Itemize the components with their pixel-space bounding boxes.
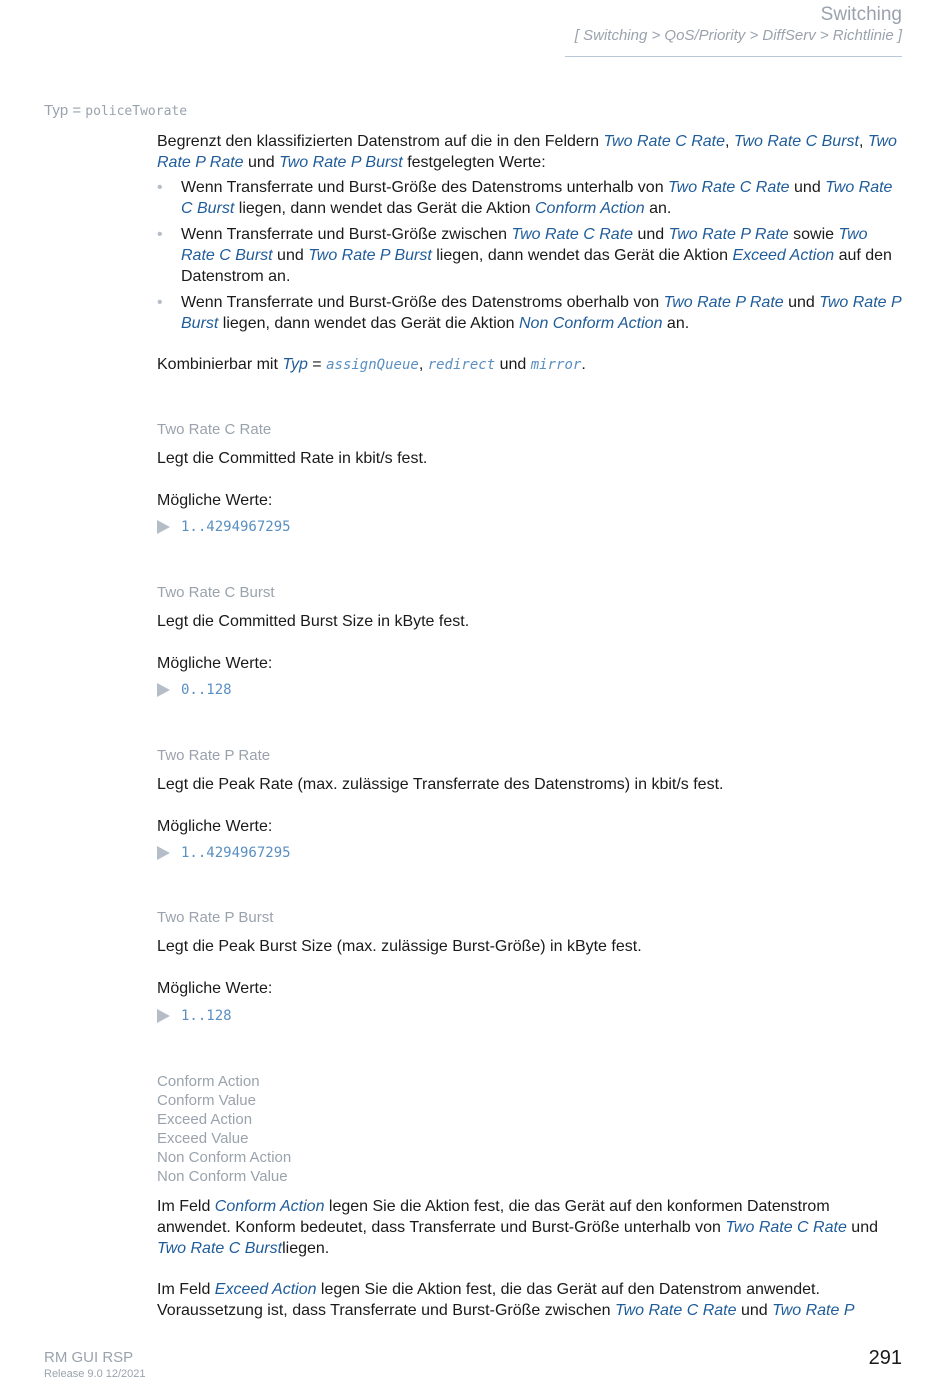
ref-two-rate-p-rate[interactable]: Two Rate P Rate: [668, 226, 789, 243]
triangle-right-icon: [157, 520, 170, 534]
action-group-titles: [157, 1072, 291, 1186]
param-title-conform-action: Conform Action: [157, 1073, 260, 1090]
value-range: 0..128: [181, 682, 232, 698]
param-description: Legt die Peak Rate (max. zulässige Transferrate des Datenstroms) in kbit/s fest.: [157, 776, 724, 793]
ref-two-rate-c-rate[interactable]: Two Rate C Rate: [603, 133, 725, 150]
combinable-text: und: [495, 356, 531, 373]
breadcrumb: [ Switching > QoS/Priority > DiffServ > Richtlinie ]: [574, 27, 902, 44]
bullet-text: und: [783, 294, 820, 311]
para-text: Im Feld: [157, 1198, 215, 1215]
possible-values-label: Mögliche Werte:: [157, 492, 273, 509]
ref-two-rate-c-burst[interactable]: Two Rate C Burst: [181, 226, 868, 264]
bullet-text: liegen, dann wendet das Gerät die Aktion: [234, 200, 535, 217]
ref-two-rate-p-rate[interactable]: Two Rate P Rate: [663, 294, 784, 311]
ref-exceed-action[interactable]: Exceed Action: [732, 247, 835, 264]
param-title-non-conform-action: Non Conform Action: [157, 1149, 292, 1166]
typ-label: Typ: [44, 102, 69, 119]
intro-text: ,: [725, 133, 734, 150]
ref-two-rate-p-burst[interactable]: Two Rate P Burst: [279, 154, 403, 171]
param-title-two-rate-c-rate: Two Rate C Rate: [157, 421, 272, 438]
bullet-text: liegen, dann wendet das Gerät die Aktion: [431, 247, 733, 264]
param-title-non-conform-value: Non Conform Value: [157, 1168, 288, 1185]
possible-values-label: Mögliche Werte:: [157, 818, 273, 835]
value-range: 1..4294967295: [181, 519, 291, 535]
combinable-line: [157, 354, 902, 376]
intro-text: festgelegten Werte:: [402, 154, 546, 171]
param-title-exceed-value: Exceed Value: [157, 1130, 249, 1147]
param-title-two-rate-p-burst: Two Rate P Burst: [157, 909, 274, 926]
value-range: 1..128: [181, 1008, 232, 1024]
possible-values-label: Mögliche Werte:: [157, 655, 273, 672]
param-description: Legt die Committed Rate in kbit/s fest.: [157, 450, 428, 467]
ref-conform-action[interactable]: Conform Action: [214, 1198, 325, 1215]
list-item: [157, 177, 902, 219]
ref-two-rate-p-burst[interactable]: Two Rate P Burst: [181, 294, 902, 332]
code-mirror[interactable]: mirror: [530, 357, 582, 373]
value-range-row: [157, 845, 291, 861]
ref-two-rate-c-rate[interactable]: Two Rate C Rate: [511, 226, 634, 243]
possible-values-label: Mögliche Werte:: [157, 980, 273, 997]
param-title-two-rate-c-burst: Two Rate C Burst: [157, 584, 275, 601]
combinable-text: ,: [418, 356, 428, 373]
combinable-text: Kombinierbar mit: [157, 356, 283, 373]
footer-release: Release 9.0 12/2021: [44, 1368, 146, 1380]
ref-exceed-action[interactable]: Exceed Action: [214, 1281, 317, 1298]
param-title-exceed-action: Exceed Action: [157, 1111, 253, 1128]
typ-heading: [44, 102, 187, 119]
bullet-text: Wenn Transferrate und Burst-Größe zwischen: [181, 226, 512, 243]
combinable-text: .: [581, 356, 586, 373]
bullet-text: an.: [662, 315, 690, 332]
typ-value: policeTworate: [85, 104, 188, 119]
para-text: und: [846, 1219, 878, 1236]
bullet-text: und: [633, 226, 669, 243]
bullet-text: und: [789, 179, 826, 196]
bullet-text: Wenn Transferrate und Burst-Größe des Datenstroms oberhalb von: [181, 294, 664, 311]
triangle-right-icon: [157, 1009, 170, 1023]
list-item: [157, 224, 902, 287]
bullet-text: Wenn Transferrate und Burst-Größe des Datenstroms unterhalb von: [181, 179, 669, 196]
ref-two-rate-p-rate[interactable]: Two Rate P Rate: [157, 133, 897, 171]
bullet-text: und: [272, 247, 309, 264]
conform-action-paragraph: [157, 1196, 902, 1259]
ref-non-conform-action[interactable]: Non Conform Action: [519, 315, 663, 332]
header-title: Switching: [820, 4, 902, 25]
para-text: und: [736, 1302, 773, 1319]
exceed-action-paragraph: [157, 1279, 902, 1321]
para-text: liegen.: [282, 1240, 330, 1257]
code-redirect[interactable]: redirect: [427, 357, 496, 373]
param-description: Legt die Peak Burst Size (max. zulässige Burst-Größe) in kByte fest.: [157, 938, 642, 955]
ref-two-rate-c-burst[interactable]: Two Rate C Burst: [733, 133, 859, 150]
triangle-right-icon: [157, 846, 170, 860]
header-divider: [565, 56, 902, 57]
value-range: 1..4294967295: [181, 845, 291, 861]
triangle-right-icon: [157, 683, 170, 697]
value-range-row: [157, 1008, 232, 1024]
param-description: Legt die Committed Burst Size in kByte fest.: [157, 613, 470, 630]
para-text: legen Sie die Aktion fest, die das Gerät auf den Datenstrom anwendet. Voraussetzung ist, dass Transferrate und Burst-Größe zwischen: [157, 1281, 820, 1319]
intro-text: ,: [858, 133, 868, 150]
intro-text: Begrenzt den klassifizierten Datenstrom auf die in den Feldern: [157, 133, 604, 150]
para-text: legen Sie die Aktion fest, die das Gerät auf den konformen Datenstrom anwendet. Konform bedeutet, dass Transferrate und Burst-Größe unterhalb von: [157, 1198, 830, 1236]
param-title-conform-value: Conform Value: [157, 1092, 256, 1109]
bullet-text: liegen, dann wendet das Gerät die Aktion: [218, 315, 519, 332]
page-number: 291: [868, 1347, 902, 1369]
value-range-row: [157, 519, 291, 535]
value-range-row: [157, 682, 232, 698]
conditions-list: [157, 177, 902, 334]
combinable-text: =: [307, 356, 327, 373]
ref-typ[interactable]: Typ: [282, 356, 308, 373]
typ-description: [157, 131, 902, 339]
bullet-text: sowie: [788, 226, 839, 243]
ref-two-rate-c-burst[interactable]: Two Rate C Burst: [181, 179, 893, 217]
footer-doc-title: RM GUI RSP: [44, 1349, 134, 1366]
ref-two-rate-c-burst[interactable]: Two Rate C Burst: [157, 1240, 283, 1257]
ref-two-rate-p-burst[interactable]: Two Rate P Burst: [308, 247, 432, 264]
bullet-text: auf den Datenstrom an.: [181, 247, 892, 285]
list-item: [157, 292, 902, 334]
intro-paragraph: [157, 131, 902, 173]
code-assign-queue[interactable]: assignQueue: [326, 357, 419, 373]
ref-two-rate-c-rate[interactable]: Two Rate C Rate: [725, 1219, 847, 1236]
ref-two-rate-c-rate[interactable]: Two Rate C Rate: [668, 179, 790, 196]
ref-two-rate-p-rate[interactable]: Two Rate P: [772, 1302, 855, 1319]
param-title-two-rate-p-rate: Two Rate P Rate: [157, 747, 271, 764]
typ-eq: =: [72, 102, 82, 119]
ref-two-rate-c-rate[interactable]: Two Rate C Rate: [614, 1302, 737, 1319]
para-text: Im Feld: [157, 1281, 215, 1298]
intro-text: und: [243, 154, 280, 171]
ref-conform-action[interactable]: Conform Action: [535, 200, 645, 217]
bullet-text: an.: [644, 200, 672, 217]
